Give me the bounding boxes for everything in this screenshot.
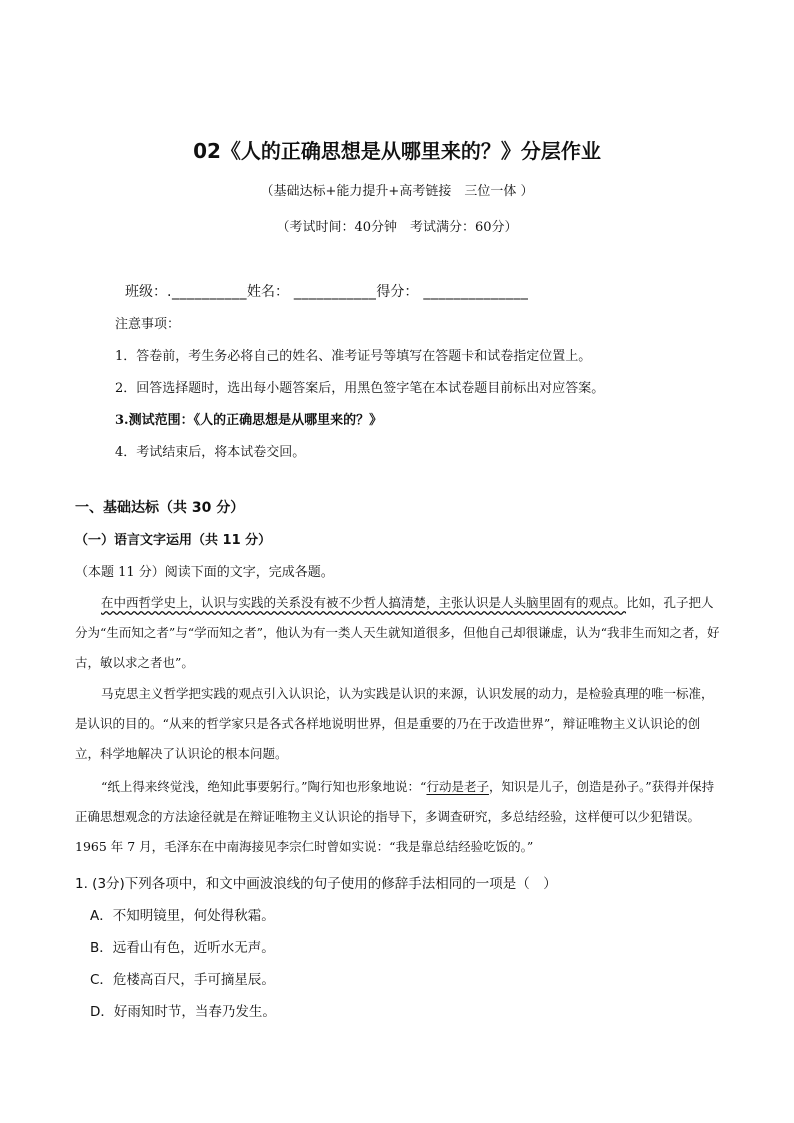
- note-item: 4．考试结束后，将本试卷交回。: [115, 445, 306, 460]
- passage-paragraph-1: [75, 588, 725, 678]
- note-item: 2．回答选择题时，选出每小题答案后，用黑色签字笔在本试卷题目前标出对应答案。: [115, 381, 605, 396]
- notes-heading: 注意事项：: [115, 317, 181, 332]
- subsection-heading: （一）语言文字运用（共 11 分）: [75, 533, 272, 548]
- passage-text: ，知识是儿子，创造是孙子。”获得并保持正确思想观念的方法途径就是在辩证唯物主义认识论的指导下，多调查研究，多总结经验，这样便可以少犯错误。1965 年 7 月，毛泽东在中南海接见李宗仁时曾如实说：“我是靠总结经验吃饭的。”: [75, 779, 715, 854]
- reading-instruction: （本题 11 分）阅读下面的文字，完成各题。: [75, 565, 334, 580]
- passage-text: “纸上得来终觉浅，绝知此事要躬行。”陶行知也形象地说：“: [101, 779, 427, 794]
- passage-text: 比如，孔子把人分为“生而知之者”与“学而知之者”，他认为有一类人天生就知道很多，但他自己却很谦虚，认为“我非生而知之者，好古，敏以求之者也”。: [75, 595, 720, 670]
- passage-text: 马克思主义哲学把实践的观点引入认识论，认为实践是认识的来源，认识发展的动力，是检验真理的唯一标准，是认识的目的。“从来的哲学家只是各式各样地说明世界，但是重要的乃在于改造世界”，辩证唯物主义认识论的创立，科学地解决了认识论的根本问题。: [75, 686, 714, 761]
- passage-paragraph-3: [75, 772, 725, 862]
- note-item: 1．答卷前，考生务必将自己的姓名、准考证号等填写在答题卡和试卷指定位置上。: [115, 349, 592, 364]
- answer-option-d[interactable]: D．好雨知时节，当春乃发生。: [90, 1004, 276, 1020]
- underlined-phrase: 行动是老子: [426, 779, 489, 794]
- section-heading: 一、基础达标（共 30 分）: [75, 500, 245, 516]
- score-label: 得分：: [376, 284, 419, 300]
- class-blank[interactable]: .__________: [167, 284, 247, 300]
- answer-option-b[interactable]: B．远看山有色，近听水无声。: [90, 940, 275, 956]
- wavy-underlined-sentence: 在中西哲学史上，认识与实践的关系没有被不少哲人搞清楚，主张认识是人头脑里固有的观点。: [101, 595, 627, 610]
- name-label: 姓名：: [246, 284, 289, 300]
- passage-paragraph-2: [75, 679, 725, 769]
- page-title: 02《人的正确思想是从哪里来的？》分层作业: [193, 139, 601, 163]
- student-info-line: [125, 281, 528, 301]
- answer-option-c[interactable]: C．危楼高百尺，手可摘星辰。: [90, 972, 275, 988]
- note-item: 3.测试范围：《人的正确思想是从哪里来的？》: [115, 413, 383, 428]
- name-blank[interactable]: ___________: [288, 284, 377, 300]
- score-blank[interactable]: ______________: [418, 284, 529, 300]
- subtitle: （基础达标+能力提升+高考链接 三位一体 ）: [260, 184, 534, 199]
- answer-option-a[interactable]: A．不知明镜里，何处得秋霜。: [90, 908, 275, 924]
- exam-info: （考试时间：40分钟 考试满分：60分）: [276, 220, 518, 235]
- class-label: 班级：: [125, 284, 167, 300]
- question-stem: 1. (3分)下列各项中，和文中画波浪线的句子使用的修辞手法相同的一项是（ ）: [75, 876, 557, 892]
